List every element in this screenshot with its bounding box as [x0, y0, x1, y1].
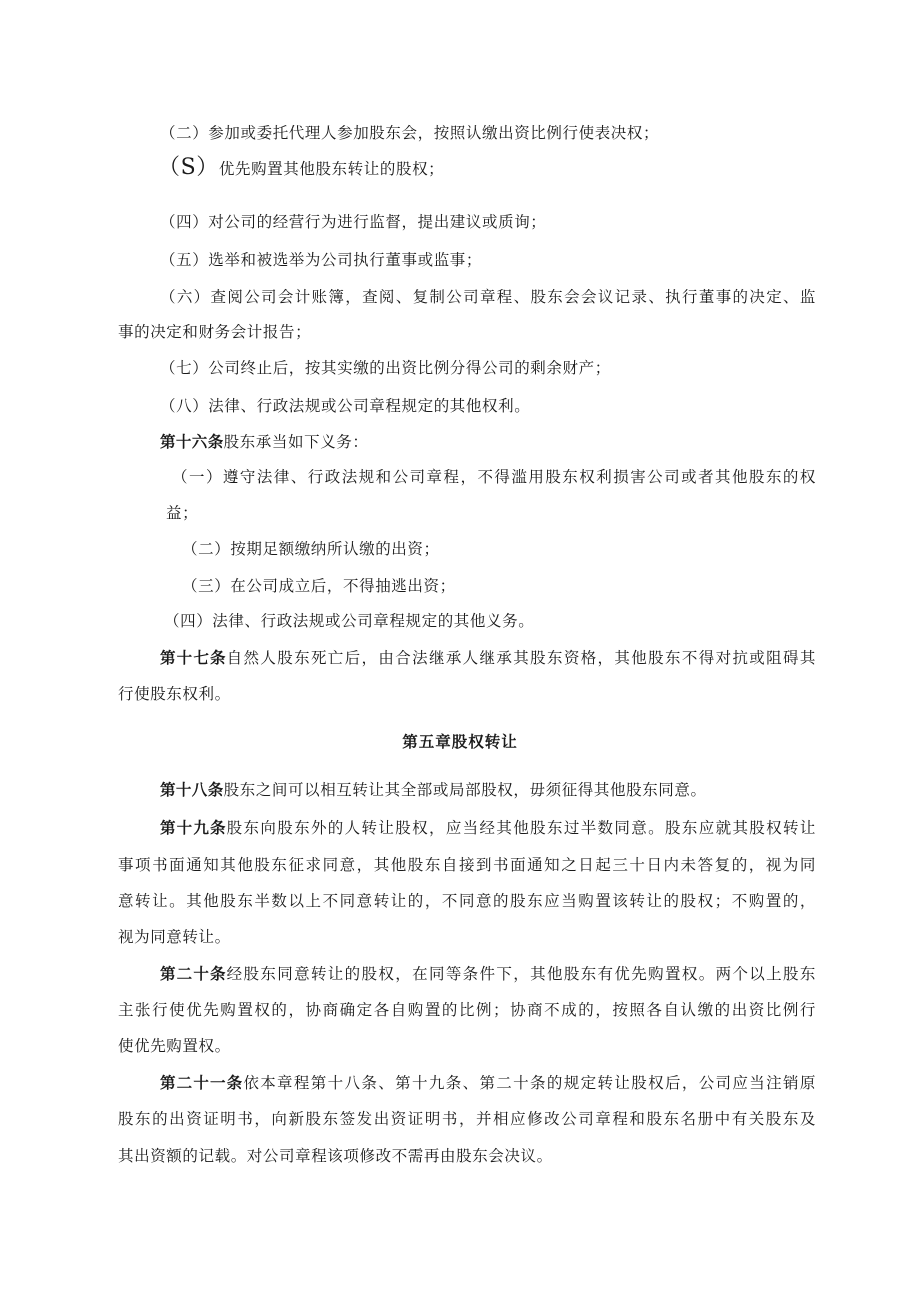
article-18-title: 第十八条 [160, 780, 224, 799]
article-19-line3: 意转让。其他股东半数以上不同意转让的，不同意的股东应当购置该转让的股权；不购置的， [118, 892, 816, 910]
article-18 [160, 780, 707, 800]
article-21-title: 第二十一条 [160, 1073, 244, 1092]
article-21-line1 [160, 1073, 816, 1093]
article-19-line2: 事项书面通知其他股东征求同意，其他股东自接到书面通知之日起三十日内未答复的，视为同 [118, 856, 816, 874]
right-item-3-marker: （S） [158, 155, 219, 180]
article-17-line1 [160, 648, 816, 668]
right-item-6-line2: 事的决定和财务会计报告； [118, 323, 312, 341]
article-17-title: 第十七条 [160, 648, 227, 667]
article-21-text: 依本章程第十八条、第十九条、第二十条的规定转让股权后，公司应当注销原 [243, 1074, 816, 1092]
right-item-2: （二）参加或委托代理人参加股东会，按照认缴出资比例行使表决权； [160, 124, 660, 142]
right-item-8: （八）法律、行政法规或公司章程规定的其他权利。 [160, 397, 531, 415]
article-17-text: 自然人股东死亡后，由合法继承人继承其股东资格，其他股东不得对抗或阻碍其 [226, 649, 816, 667]
article-21-line2: 股东的出资证明书，向新股东签发出资证明书，并相应修改公司章程和股东名册中有关股东及 [118, 1110, 816, 1128]
article-20-line3: 使优先购置权。 [118, 1037, 231, 1055]
duty-item-1-line2: 益； [166, 504, 199, 522]
right-item-5: （五）选举和被选举为公司执行董事或监事； [160, 251, 483, 269]
article-16 [160, 432, 369, 452]
article-19-title: 第十九条 [160, 818, 227, 837]
duty-item-2: （二）按期足额缴纳所认缴的出资； [182, 540, 440, 558]
article-19-line4: 视为同意转让。 [118, 928, 231, 946]
duty-item-1-line1: （一）遵守法律、行政法规和公司章程，不得滥用股东权利损害公司或者其他股东的权 [172, 468, 816, 486]
article-18-text: 股东之间可以相互转让其全部或局部股权，毋须征得其他股东同意。 [223, 781, 707, 799]
right-item-3-text: 优先购置其他股东转让的股权； [218, 160, 445, 178]
right-item-7: （七）公司终止后，按其实缴的出资比例分得公司的剩余财产； [160, 359, 611, 377]
article-19-text: 股东向股东外的人转让股权，应当经其他股东过半数同意。股东应就其股权转让 [226, 819, 816, 837]
right-item-4: （四）对公司的经营行为进行监督，提出建议或质询； [160, 213, 547, 231]
article-21-line3: 其出资额的记载。对公司章程该项修改不需再由股东会决议。 [118, 1147, 553, 1165]
right-item-3 [158, 155, 445, 180]
article-19-line1 [160, 818, 816, 838]
article-16-text: 股东承当如下义务： [223, 433, 369, 451]
duty-item-3: （三）在公司成立后，不得抽逃出资； [182, 577, 456, 595]
article-20-title: 第二十条 [160, 964, 227, 983]
article-20-line1 [160, 964, 816, 984]
chapter-heading: 第五章股权转让 [402, 732, 518, 751]
article-17-line2: 行使股东权利。 [118, 685, 231, 703]
article-20-text: 经股东同意转让的股权，在同等条件下，其他股东有优先购置权。两个以上股东 [226, 965, 816, 983]
right-item-6-line1: （六）查阅公司会计账簿，查阅、复制公司章程、股东会会议记录、执行董事的决定、监 [160, 288, 816, 306]
article-20-line2: 主张行使优先购置权的，协商确定各自购置的比例；协商不成的，按照各自认缴的出资比例行 [118, 1001, 816, 1019]
article-16-title: 第十六条 [160, 432, 224, 451]
duty-item-4: （四）法律、行政法规或公司章程规定的其他义务。 [164, 612, 535, 630]
